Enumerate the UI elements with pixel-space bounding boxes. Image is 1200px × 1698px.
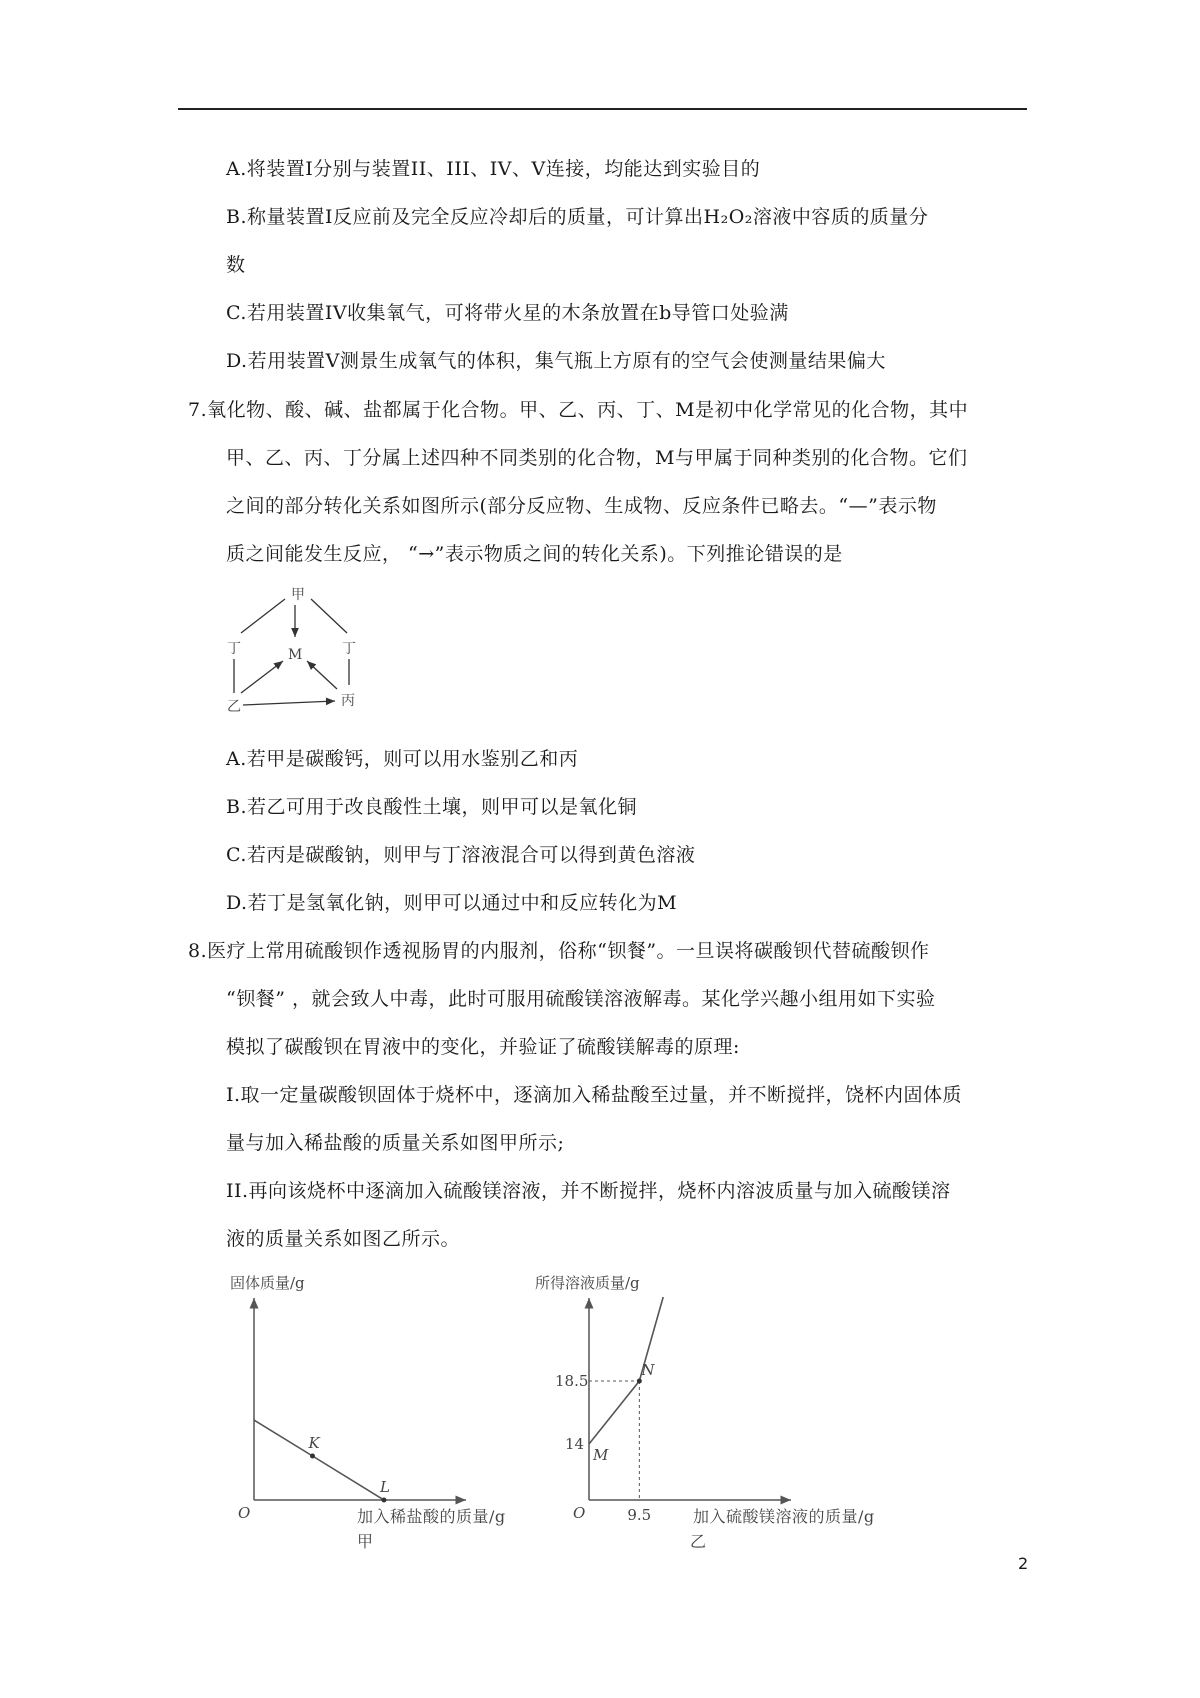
diagram-node-bottom-left: 乙: [227, 699, 241, 715]
q6-option-c: C.若用装置IV收集氧气，可将带火星的木条放置在b导管口处验满: [226, 302, 789, 324]
link-top-right: [311, 599, 347, 633]
q7-line-4: 质之间能发生反应， “→”表示物质之间的转化关系)。下列推论错误的是: [226, 543, 843, 565]
q7-relation-diagram: [225, 585, 375, 715]
diagram-node-top: 甲: [291, 587, 305, 603]
q6-option-b: B.称量装置Ⅰ反应前及完全反应冷却后的质量，可计算出H₂O₂溶液中容质的质量分: [226, 206, 929, 228]
chart-a-caption: 甲: [357, 1532, 374, 1551]
q6-option-b-cont: 数: [226, 254, 246, 276]
chart-a-origin: O: [238, 1504, 251, 1520]
chart-a-point-L: [382, 1498, 387, 1503]
chart-b-point-label-M: M: [593, 1446, 609, 1464]
chart-b-ytick-0: 18.5: [555, 1372, 589, 1390]
q7-option-d: D.若丁是氢氧化钠，则甲可以通过中和反应转化为M: [226, 892, 678, 914]
chart-b-point-N: [637, 1379, 642, 1384]
q7-option-a: A.若甲是碳酸钙，则可以用水鉴别乙和丙: [226, 748, 579, 770]
q7-option-c: C.若丙是碳酸钠，则甲与丁溶液混合可以得到黄色溶液: [226, 844, 696, 866]
q8-line-1: 8.医疗上常用硫酸钡作透视肠胃的内服剂，俗称“钡餐”。一旦误将碳酸钡代替硫酸钡作: [188, 940, 930, 962]
chart-b-origin: O: [573, 1504, 586, 1520]
diagram-node-right: 丁: [342, 641, 356, 657]
chart-b-ytick-1: 14: [565, 1435, 585, 1453]
q8-line-2: “钡餐” ，就会致人中毒，此时可服用硫酸镁溶液解毒。某化学兴趣小组用如下实验: [226, 988, 936, 1010]
chart-a-point-label-L: L: [380, 1478, 390, 1496]
chart-a-point-K: [310, 1454, 315, 1459]
q7-line-2: 甲、乙、丙、丁分属上述四种不同类别的化合物，M与甲属于同种类别的化合物。它们: [226, 447, 968, 469]
chart-b-xlabel: 加入硫酸镁溶液的质量/g: [693, 1507, 875, 1526]
chart-a-xlabel: 加入稀盐酸的质量/g: [357, 1507, 506, 1526]
page-number: 2: [1018, 1554, 1029, 1573]
q8-line-4: I.取一定量碳酸钡固体于烧杯中，逐滴加入稀盐酸至过量，并不断搅拌，饶杯内固体质: [226, 1084, 963, 1106]
q8-line-5: 量与加入稀盐酸的质量关系如图甲所示;: [226, 1132, 565, 1154]
diagram-node-left: 丁: [227, 641, 241, 657]
q6-option-d: D.若用装置V测景生成氧气的体积，集气瓶上方原有的空气会使测量结果偏大: [226, 350, 886, 372]
chart-solid-mass: [230, 1270, 530, 1520]
chart-solution-mass: [535, 1270, 835, 1520]
chart-a-ylabel: 固体质量/g: [230, 1274, 305, 1292]
q8-line-3: 模拟了碳酸钡在胃液中的变化，并验证了硫酸镁解毒的原理:: [226, 1036, 740, 1058]
diagram-node-center: M: [288, 647, 303, 663]
arrow-bottomright-to-m: [307, 661, 337, 689]
q6-option-a: A.将装置Ⅰ分别与装置II、III、IV、V连接，均能达到实验目的: [226, 158, 761, 180]
chart-b-point-label-N: N: [641, 1361, 655, 1379]
chart-b-ylabel: 所得溶液质量/g: [535, 1274, 640, 1292]
diagram-node-bottom-right: 丙: [341, 693, 355, 709]
chart-a-point-label-K: K: [308, 1434, 320, 1452]
chart-b-xtick-0: 9.5: [627, 1506, 652, 1520]
q7-option-b: B.若乙可用于改良酸性土壤，则甲可以是氧化铜: [226, 796, 638, 818]
q8-line-6: II.再向该烧杯中逐滴加入硫酸镁溶液，并不断搅拌，烧杯内溶波质量与加入硫酸镁溶: [226, 1180, 951, 1202]
q7-line-3: 之间的部分转化关系如图所示(部分反应物、生成物、反应条件已略去。“—”表示物: [226, 495, 937, 517]
arrow-bottomleft-to-m: [241, 661, 283, 693]
q8-line-7: 液的质量关系如图乙所示。: [226, 1228, 461, 1250]
link-top-left: [241, 599, 285, 633]
q7-line-1: 7.氧化物、酸、碱、盐都属于化合物。甲、乙、丙、丁、M是初中化学常见的化合物，其中: [188, 399, 969, 421]
arrow-bottomleft-to-bottomright: [243, 701, 335, 705]
chart-b-caption: 乙: [690, 1532, 707, 1551]
chart-a-series-line: [254, 1420, 384, 1500]
header-rule: [178, 108, 1027, 110]
